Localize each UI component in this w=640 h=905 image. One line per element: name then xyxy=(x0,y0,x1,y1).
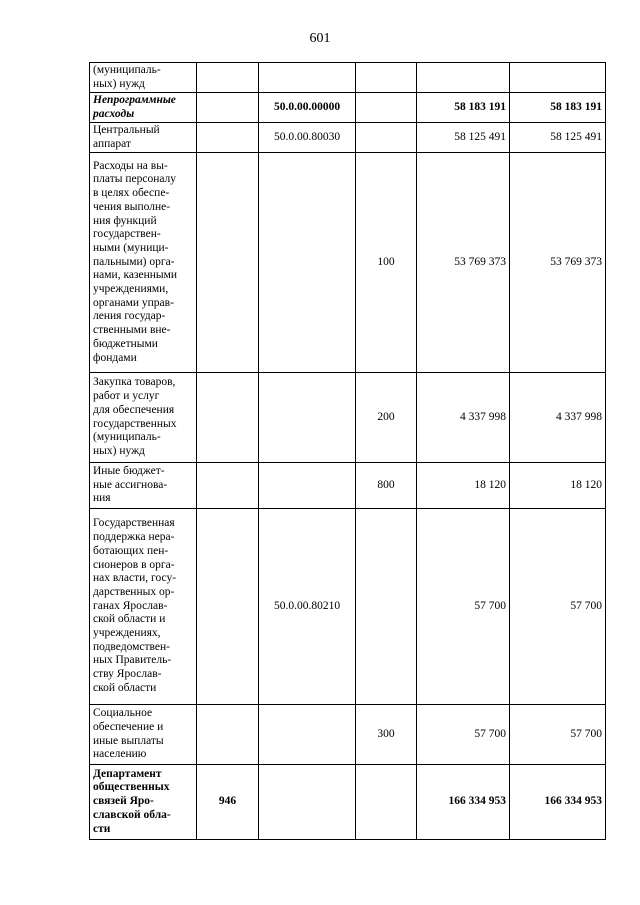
amount-cell-1: 57 700 xyxy=(417,509,510,705)
row-name-cell xyxy=(90,153,197,373)
amount-cell-2: 57 700 xyxy=(510,509,606,705)
expense-type-cell xyxy=(356,93,417,123)
target-article-cell xyxy=(259,765,356,840)
page-number: 601 xyxy=(309,31,331,46)
department-code-cell xyxy=(197,153,259,373)
row-name: Иные бюджет- ные ассигнова- ния xyxy=(93,464,168,505)
row-name: (муниципаль- ных) нужд xyxy=(93,63,161,90)
department-code-cell xyxy=(197,373,259,463)
department-code-cell xyxy=(197,123,259,153)
amount-cell-2: 4 337 998 xyxy=(510,373,606,463)
target-article-cell xyxy=(259,153,356,373)
table-row xyxy=(90,123,606,153)
row-name: Социальное обеспечение и иные выплаты населению xyxy=(93,707,164,761)
row-name-cell xyxy=(90,765,197,840)
department-code-cell: 946 xyxy=(197,765,259,840)
department-code-cell xyxy=(197,509,259,705)
amount-cell-1: 58 183 191 xyxy=(417,93,510,123)
amount-cell-2: 18 120 xyxy=(510,463,606,509)
table-row xyxy=(90,153,606,373)
amount-cell-1: 4 337 998 xyxy=(417,373,510,463)
amount-cell-1: 18 120 xyxy=(417,463,510,509)
target-article-cell xyxy=(259,63,356,93)
expense-type-cell: 200 xyxy=(356,373,417,463)
row-name: Государственная поддержка нера- ботающих пен- сионеров в орга- нах власти, госу- дарственных ор- ганах Ярослав- ской области и учреждениях, подведомствен- ных Правитель- ству Ярослав- ской области xyxy=(93,517,177,694)
table-row xyxy=(90,765,606,840)
row-name-cell xyxy=(90,373,197,463)
table-row xyxy=(90,509,606,705)
amount-cell-2: 57 700 xyxy=(510,705,606,765)
amount-cell-1 xyxy=(417,63,510,93)
table-row xyxy=(90,373,606,463)
amount-cell-2 xyxy=(510,63,606,93)
amount-cell-1: 53 769 373 xyxy=(417,153,510,373)
expense-type-cell xyxy=(356,509,417,705)
row-name-cell xyxy=(90,123,197,153)
expense-type-cell xyxy=(356,765,417,840)
department-code-cell xyxy=(197,63,259,93)
amount-cell-2: 58 183 191 xyxy=(510,93,606,123)
row-name-cell xyxy=(90,509,197,705)
target-article-cell xyxy=(259,463,356,509)
target-article-cell xyxy=(259,705,356,765)
department-code-cell xyxy=(197,463,259,509)
expense-type-cell xyxy=(356,63,417,93)
row-name-cell xyxy=(90,93,197,123)
row-name: Закупка товаров, работ и услуг для обеспечения государственных (муниципаль- ных) нужд xyxy=(93,376,177,457)
row-name: Непрограммные расходы xyxy=(93,93,176,120)
target-article-cell xyxy=(259,373,356,463)
row-name-cell xyxy=(90,463,197,509)
row-name: Департамент общественных связей Яро- славской обла- сти xyxy=(93,767,171,835)
amount-cell-1: 58 125 491 xyxy=(417,123,510,153)
row-name-cell xyxy=(90,63,197,93)
expense-type-cell: 300 xyxy=(356,705,417,765)
table-row xyxy=(90,705,606,765)
amount-cell-2: 58 125 491 xyxy=(510,123,606,153)
expense-type-cell xyxy=(356,123,417,153)
table-row xyxy=(90,93,606,123)
department-code-cell xyxy=(197,93,259,123)
amount-cell-1: 166 334 953 xyxy=(417,765,510,840)
target-article-cell: 50.0.00.00000 xyxy=(259,93,356,123)
expense-type-cell: 100 xyxy=(356,153,417,373)
row-name-cell xyxy=(90,705,197,765)
budget-table xyxy=(89,62,606,840)
amount-cell-2: 166 334 953 xyxy=(510,765,606,840)
table-row xyxy=(90,63,606,93)
amount-cell-1: 57 700 xyxy=(417,705,510,765)
expense-type-cell: 800 xyxy=(356,463,417,509)
amount-cell-2: 53 769 373 xyxy=(510,153,606,373)
target-article-cell: 50.0.00.80210 xyxy=(259,509,356,705)
row-name: Центральный аппарат xyxy=(93,123,160,150)
department-code-cell xyxy=(197,705,259,765)
target-article-cell: 50.0.00.80030 xyxy=(259,123,356,153)
row-name: Расходы на вы- платы персоналу в целях обеспе- чения выполне- ния функций государствен- ными (муници- пальными) орга- нами, казенными учреждениями, органами управ- ления государ- ственными вне- бюджетными фондами xyxy=(93,159,178,364)
table-row xyxy=(90,463,606,509)
